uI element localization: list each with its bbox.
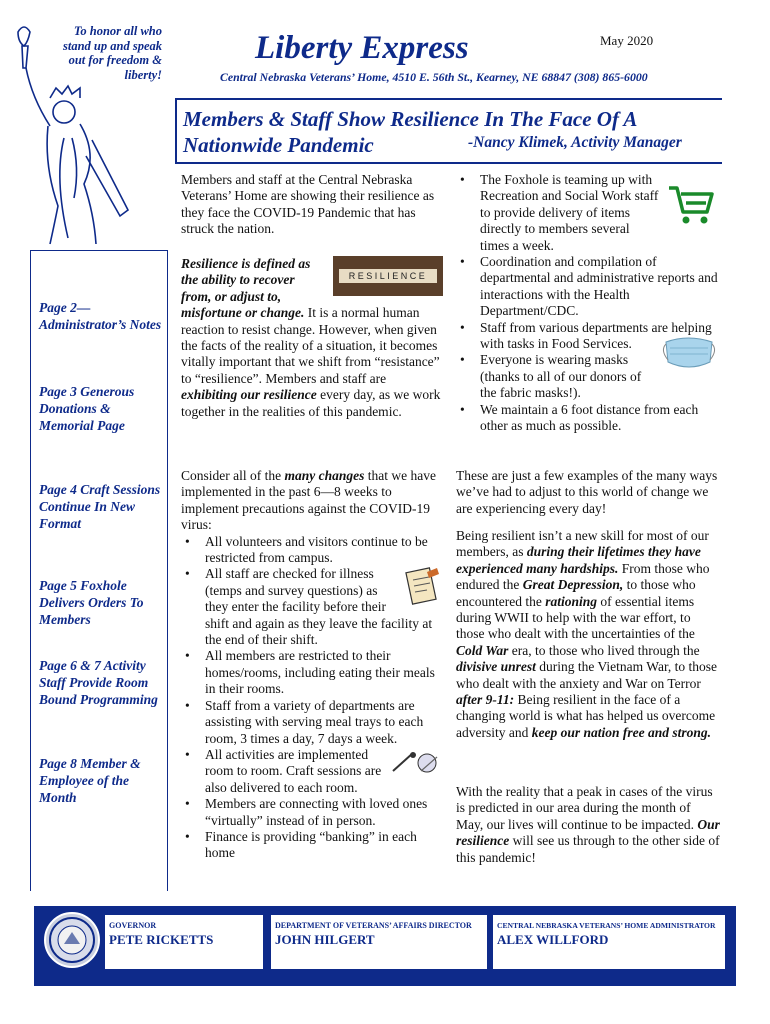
list-item: • All members are restricted to their homes/rooms, including eating their meals in their rooms. [181, 648, 443, 697]
closing-text: With the reality that a peak in cases of the virus is predicted in our area during the month of May, our lives will continue to be impacted. [456, 784, 713, 832]
changes-emphasis: many changes [284, 468, 365, 483]
shopping-cart-icon [666, 182, 716, 226]
closing-emphasis: Our resilience [456, 816, 720, 849]
resilience-body-end: every day, as we work together in the realities of this pandemic. [181, 387, 441, 419]
resilient-history-paragraph [456, 528, 720, 741]
sidebar-contents [30, 250, 168, 891]
article-intro: Members and staff at the Central Nebraska Veterans’ Home are showing their resilience as they face the COVID-19 Pandemic that has struck the nation. [181, 172, 435, 237]
state-seal-icon [44, 912, 100, 968]
director-name: JOHN HILGERT [275, 932, 375, 947]
history-emphasis: keep our nation free and strong. [531, 724, 712, 740]
resilience-tiles-image [333, 256, 443, 296]
newsletter-title: Liberty Express [255, 30, 469, 66]
closing-paragraph [456, 784, 720, 866]
history-emphasis: during their lifetimes they have experienced many hardships. [456, 544, 701, 576]
history-text: to those who encountered the [456, 577, 696, 609]
history-emphasis: divisive unrest [456, 659, 536, 675]
governor-label: GOVERNOR [109, 921, 157, 930]
sidebar-item[interactable]: Page 5 Foxhole Delivers Orders To Members [39, 578, 144, 627]
clipboard-icon [399, 566, 443, 606]
list-item-text: The Foxhole is teaming up with Recreation and Social Work staff to provide delivery of items directly to members several times a week. [480, 172, 659, 253]
history-emphasis: Great Depression, [522, 577, 624, 593]
resilience-emphasis: exhibiting our resilience [181, 387, 317, 403]
resilience-tiles-text: RESILIENCE [339, 269, 437, 283]
list-item-text: All staff are checked for illness (temps and survey questions) as they enter the facility before their shift and again as they leave the facility at the end of their shift. [205, 566, 433, 648]
face-mask-icon [658, 332, 720, 372]
list-item: • All volunteers and visitors continue to be restricted from campus. [181, 534, 443, 567]
examples-paragraph: These are just a few examples of the many ways we’ve had to adjust to this world of change we are experiencing every day! [456, 468, 718, 516]
masthead-address: Central Nebraska Veterans’ Home, 4510 E. 56th St., Kearney, NE 68847 (308) 865-6000 [220, 70, 648, 84]
history-text: era, to those who lived through the [508, 642, 700, 658]
list-item: • Staff from a variety of departments are assisting with serving meal trays to each room, 3 times a day, 7 days a week. [181, 698, 443, 747]
history-text: From those who endured the [456, 560, 710, 593]
list-item: • Coordination and compilation of departmental and administrative reports and interactions with the Health Department/CDC. [456, 254, 720, 320]
history-text: of essential items during WWII to help with the war effort, to those who dealt with the uncertainties of the [456, 593, 695, 642]
list-item [456, 172, 720, 254]
changes-lead [181, 468, 443, 534]
footer-administrator [492, 914, 726, 970]
history-text: during the Vietnam War, to those who dealt with the anxiety and War on Terror [456, 659, 718, 691]
list-item [181, 747, 443, 796]
sidebar-item[interactable]: Page 6 & 7 Activity Staff Provide Room Bound Programming [39, 658, 158, 707]
craft-supplies-icon [387, 747, 443, 777]
administrator-label: CENTRAL NEBRASKA VETERANS’ HOME ADMINISTRATOR [497, 921, 716, 930]
article-headline: Members & Staff Show Resilience In The Face Of A Nationwide Pandemic [183, 107, 637, 157]
masthead-motto: To honor all who stand up and speak out for freedom & liberty! [63, 24, 162, 82]
administrator-name: ALEX WILLFORD [497, 932, 609, 947]
list-item: • Members are connecting with loved ones “virtually” instead of in person. [181, 796, 443, 829]
resilience-paragraph [181, 256, 443, 420]
governor-name: PETE RICKETTS [109, 932, 214, 947]
list-item: • We maintain a 6 foot distance from each other as much as possible. [456, 402, 720, 435]
sidebar-item[interactable]: Page 4 Craft Sessions Continue In New Format [39, 482, 161, 531]
sidebar-item[interactable]: Page 2— Administrator’s Notes [39, 300, 162, 332]
list-item: • Staff from various departments are helping with tasks in Food Services. [456, 320, 720, 353]
history-text: Being resilient in the face of a changing world is what has helped us overcome adversity and [456, 692, 716, 740]
list-item [181, 566, 443, 648]
footer-governor [104, 914, 264, 970]
changes-section [181, 468, 443, 862]
list-item: • Finance is providing “banking” in each home [181, 829, 443, 862]
right-bullets-section [456, 172, 720, 435]
history-emphasis: Cold War [456, 642, 509, 658]
history-text: Being resilient isn’t a new skill for most of our members, as [456, 528, 709, 560]
list-item-text: All activities are implemented room to room. Craft sessions are also delivered to each room. [205, 746, 382, 795]
statue-of-liberty-icon [8, 20, 148, 250]
closing-text-end: will see us through to the other side of this pandemic! [456, 833, 720, 865]
changes-list [181, 534, 443, 862]
resilience-body: It is a normal human reaction to resist change. However, when given the facts of the reality of a situation, it becomes vitally important that we shift from “resistance” to “resilience”. Members and staff are [181, 305, 440, 386]
footer-director [270, 914, 488, 970]
resilience-definition: Resilience is defined as the ability to recover from, or adjust to, misfortune or change. [181, 256, 311, 321]
director-label: DEPARTMENT OF VETERANS’ AFFAIRS DIRECTOR [275, 921, 472, 930]
changes-lead-text-end: that we have implemented in the past 6—8 weeks to implement precautions against the COVID-19 virus: [181, 468, 436, 533]
article-byline: -Nancy Klimek, Activity Manager [468, 134, 682, 151]
right-bullets-list [456, 172, 720, 435]
sidebar-item[interactable]: Page 3 Generous Donations & Memorial Page [39, 384, 135, 433]
changes-lead-text: Consider all of the [181, 468, 285, 483]
history-emphasis: after 9-11: [456, 692, 515, 708]
list-item [456, 352, 720, 401]
history-emphasis: rationing [545, 593, 597, 609]
list-item-text: Everyone is wearing masks (thanks to all of our donors of the fabric masks!). [480, 352, 642, 401]
issue-date: May 2020 [600, 33, 654, 48]
sidebar-item[interactable]: Page 8 Member & Employee of the Month [39, 756, 141, 805]
